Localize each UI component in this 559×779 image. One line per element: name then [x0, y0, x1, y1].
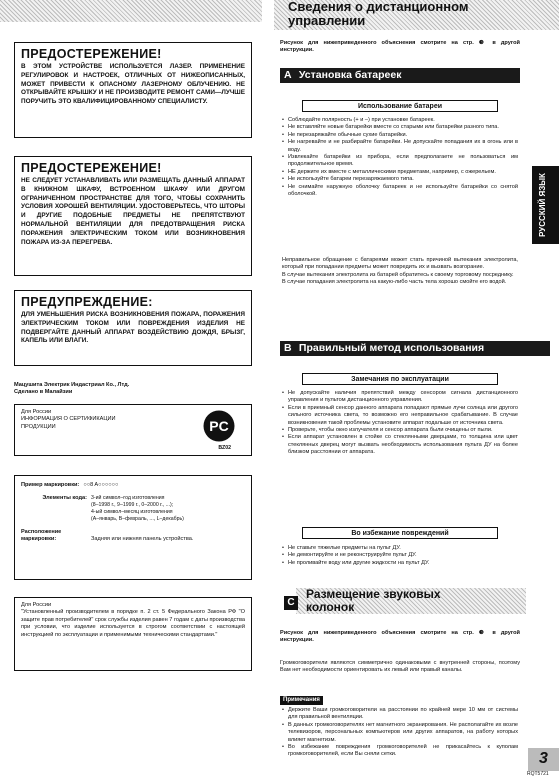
cert-line-1: Для России	[21, 409, 52, 415]
cert-code: BZ02	[218, 445, 231, 451]
left-top-hatch	[0, 0, 262, 22]
operation-bullet: • Проверьте, чтобы окно излучателя и сенсор аппарата были очищены от пыли.	[282, 427, 518, 434]
cert-mark-letters: PC	[209, 418, 229, 434]
made-in: Сделано в Малайзии	[14, 389, 73, 396]
intro-text: Рисунок для нижеприведенного объяснения смотрите на стр. ❸ в другой инструкции.	[280, 40, 520, 54]
note-bullet: • В данных громкоговорителях нет магнитного экранирования. Не располагайте их возле телевизоров, персональных компьютеров или других аппаратов, на работу которых влияет магнетизм.	[282, 722, 518, 744]
manufacturer-info	[14, 382, 252, 397]
russia-service-text: "Установленный производителем в порядке п. 2 ст. 5 Федерального Закона РФ "О защите прав потребителей" срок службы изделия равен 7 годам с даты производства при условии, что изделие используется в строгом соответствии с настоящей инструкцией по эксплуатации и применимыми техническими стандартами."	[21, 609, 245, 638]
damage-bullet: • Не демонтируйте и не реконструируйте пульт ДУ.	[282, 552, 518, 559]
marking-example-value: ○○8 A○○○○○○	[83, 482, 119, 488]
battery-bullet: • НЕ держите их вместе с металлическими предметами, например, с ожерельем.	[282, 169, 518, 176]
battery-bullet: • Не снимайте наружную оболочку батареек и не используйте батарейки со снятой оболочкой.	[282, 184, 518, 199]
marking-box	[14, 475, 252, 580]
warning-laser-text: В ЭТОМ УСТРОЙСТВЕ ИСПОЛЬЗУЕТСЯ ЛАЗЕР. ПРИМЕНЕНИЕ РЕГУЛИРОВОК И НАСТРОЕК, ОТЛИЧНЫХ ОТ НИЖЕОПИСАННЫХ, МОЖЕТ ПРИВЕСТИ К ОПАСНОМУ ЛАЗЕРНОМУ ОБЛУЧЕНИЮ. НЕ ОТКРЫВАЙТЕ КРЫШКУ И НЕ ПРОИЗВОДИТЕ РЕМОНТ САМИ—ЛУЧШЕ ПОРУЧИТЬ ЭТО КВАЛИФИЦИРОВАННОМУ СПЕЦИАЛИСТУ.	[21, 63, 245, 106]
damage-bullets	[282, 545, 518, 567]
warning-ventilation-text: НЕ СЛЕДУЕТ УСТАНАВЛИВАТЬ ИЛИ РАЗМЕЩАТЬ ДАННЫЙ АППАРАТ В КНИЖНОМ ШКАФУ, ВСТРОЕННОМ ШКАФУ ИЛИ ДРУГОМ ОГРАНИЧЕННОМ ПРОСТРАНСТВЕ ДЛЯ ТОГО, ЧТОБЫ СОХРАНИТЬ УСЛОВИЯ ХОРОШЕЙ ВЕНТИЛЯЦИИ. УДОСТОВЕРЬТЕСЬ, ЧТО ШТОРЫ И ДРУГИЕ ПОДОБНЫЕ ПРЕДМЕТЫ НЕ ПРЕПЯТСТВУЮТ НОРМАЛЬНОЙ ВЕНТИЛЯЦИИ ДЛЯ ПРЕДОТВРАЩЕНИЯ РИСКА ПОРАЖЕНИЯ ЭЛЕКТРИЧЕСКИМ ТОКОМ ИЛИ ВОЗНИКНОВЕНИЯ ПОЖАРА ИЗ-ЗА ПЕРЕГРЕВА.	[21, 177, 245, 246]
battery-bullet: • Не нагревайте и не разбирайте батарейки. Не допускайте попадания их в огонь или в воду.	[282, 139, 518, 154]
russia-service-title: Для России	[21, 602, 52, 608]
marking-code-label: Элементы кода:	[42, 495, 87, 502]
russia-service-box	[14, 597, 252, 671]
battery-usage-subhead: Использование батареи	[302, 100, 498, 112]
damage-bullet: • Не ставьте тяжелые предметы на пульт ДУ.	[282, 545, 518, 552]
warning-ventilation-box	[14, 156, 252, 276]
operation-bullet: • Если аппарат установлен в стойке со стеклянными дверцами, то толщина или цвет стеклянных дверец могут вызвать необходимость использования пульта ДУ на более близком расстоянии от аппарата.	[282, 434, 518, 456]
section-c-letter: C	[284, 596, 298, 610]
operation-bullet: • Если в приемный сенсор данного аппарата попадают прямые лучи солнца или другого сильного источника света, то возможно его неправильное срабатывание. В случае возникновения такой проблемы установите аппарат подальше от источника света.	[282, 405, 518, 427]
battery-paragraph: В случае попадания электролита на какую-либо часть тела хорошо смойте его водой.	[282, 279, 507, 286]
section-b-letter: B	[284, 342, 292, 354]
page-title: Сведения о дистанционном управлении	[288, 0, 469, 28]
section-c-title: Размещение звуковых колонок	[306, 587, 441, 614]
marking-code-row	[21, 495, 245, 522]
battery-bullet: • Извлекайте батарейки из прибора, если предполагаете не пользоваться им продолжительное время.	[282, 154, 518, 169]
section-c-paragraph: Громкоговорители являются симметрично одинаковыми с внутренней стороны, поэтому Вам нет необходимости ориентировать их левый или правый каналы.	[280, 660, 520, 674]
warning-ventilation-title: ПРЕДОСТЕРЕЖЕНИЕ!	[21, 161, 162, 175]
notes-label: Примечания	[280, 696, 323, 705]
marking-location-value: Задняя или нижняя панель устройства.	[91, 535, 194, 542]
battery-bullet: • Не вставляйте новые батарейки вместе со старыми или батарейки разного типа.	[282, 124, 518, 131]
operation-bullets	[282, 390, 518, 457]
manufacturer-name: Мацушита Электрик Индастриал Ко., Лтд.	[14, 382, 130, 388]
battery-bullet: • Не используйте батареи перезаряжаемого типа.	[282, 176, 518, 183]
marking-example-row	[21, 482, 245, 489]
battery-paragraph: В случае вытекания электролита из батарей обратитесь к своему торговому посреднику.	[282, 271, 514, 278]
section-c-intro: Рисунок для нижеприведенного объяснения смотрите на стр. ❸ в другой инструкции.	[280, 630, 520, 644]
marking-code-line-4: (А–январь, В–февраль, ..., L–декабрь)	[91, 515, 184, 522]
battery-paragraph: Неправильное обращение с батареями может стать причиной вытекания электролита, который при попадании предметы может повредить их и вызвать возгорание.	[282, 257, 518, 271]
operation-notes-subhead: Замечания по эксплуатации	[302, 373, 498, 385]
marking-location-label: Расположение маркировки:	[21, 528, 62, 542]
battery-bullet: • Соблюдайте полярность (+ и –) при установке батареек.	[282, 117, 518, 124]
warning-moisture-title: ПРЕДУПРЕЖДЕНИЕ:	[21, 295, 153, 309]
warning-moisture-box	[14, 290, 252, 366]
battery-bullet: • Не перезаряжайте обычные сухие батарейки.	[282, 132, 518, 139]
cert-line-2: ИНФОРМАЦИЯ О СЕРТИФИКАЦИИ	[21, 416, 116, 423]
marking-location-row	[21, 529, 245, 544]
doc-code: RQT5721	[527, 771, 549, 777]
warning-laser-title: ПРЕДОСТЕРЕЖЕНИЕ!	[21, 47, 162, 61]
cert-line-3: ПРОДУКЦИИ	[21, 423, 56, 430]
section-a-title: Установка батареек	[298, 69, 402, 81]
language-side-tab-label: РУССКИЙ ЯЗЫК	[538, 173, 547, 237]
cert-mark-logo	[199, 409, 239, 443]
operation-bullet: • Не допускайте наличия препятствий между сенсором сигнала дистанционного управления и пультом дистанционного управления.	[282, 390, 518, 405]
page-number: 3	[539, 750, 548, 767]
marking-code-line-1: 3-ий символ–год изготовления	[91, 495, 165, 502]
section-b-header	[280, 341, 550, 356]
note-bullet: • Во избежание повреждения громкоговорителей не прикасайтесь к куполам громкоговорителей, если Вы сняли сетки.	[282, 744, 518, 759]
section-b-title: Правильный метод использования	[298, 342, 485, 354]
warning-laser-box	[14, 42, 252, 138]
section-a-letter: A	[284, 69, 292, 81]
section-a-header	[280, 68, 520, 83]
battery-bullets	[282, 117, 518, 198]
marking-example-label: Пример маркировки:	[21, 482, 80, 488]
notes-bullets	[282, 707, 518, 759]
marking-code-line-2: (8–1998 г., 9–1999 г., 0–2000 г., ...);	[91, 502, 174, 509]
battery-paragraphs	[282, 257, 518, 287]
certification-box	[14, 404, 252, 456]
warning-moisture-text: ДЛЯ УМЕНЬШЕНИЯ РИСКА ВОЗНИКНОВЕНИЯ ПОЖАРА, ПОРАЖЕНИЯ ЭЛЕКТРИЧЕСКИМ ТОКОМ ИЛИ ПОВРЕЖДЕНИЯ ИЗДЕЛИЯ НЕ ПОДВЕРГАЙТЕ ДАННЫЙ АППАРАТ ВОЗДЕЙСТВИЮ ДОЖДЯ, БРЫЗГ, КАПЕЛЬ ИЛИ ВЛАГИ.	[21, 311, 245, 345]
note-bullet: • Держите Ваши громкоговорители на расстоянии по крайней мере 10 мм от системы для правильной вентиляции.	[282, 707, 518, 722]
damage-prevention-subhead: Во избежание повреждений	[302, 527, 498, 539]
marking-code-line-3: 4-ый символ–месяц изготовления	[91, 509, 173, 515]
damage-bullet: • Не проливайте воду или другие жидкости на пульт ДУ.	[282, 560, 518, 567]
